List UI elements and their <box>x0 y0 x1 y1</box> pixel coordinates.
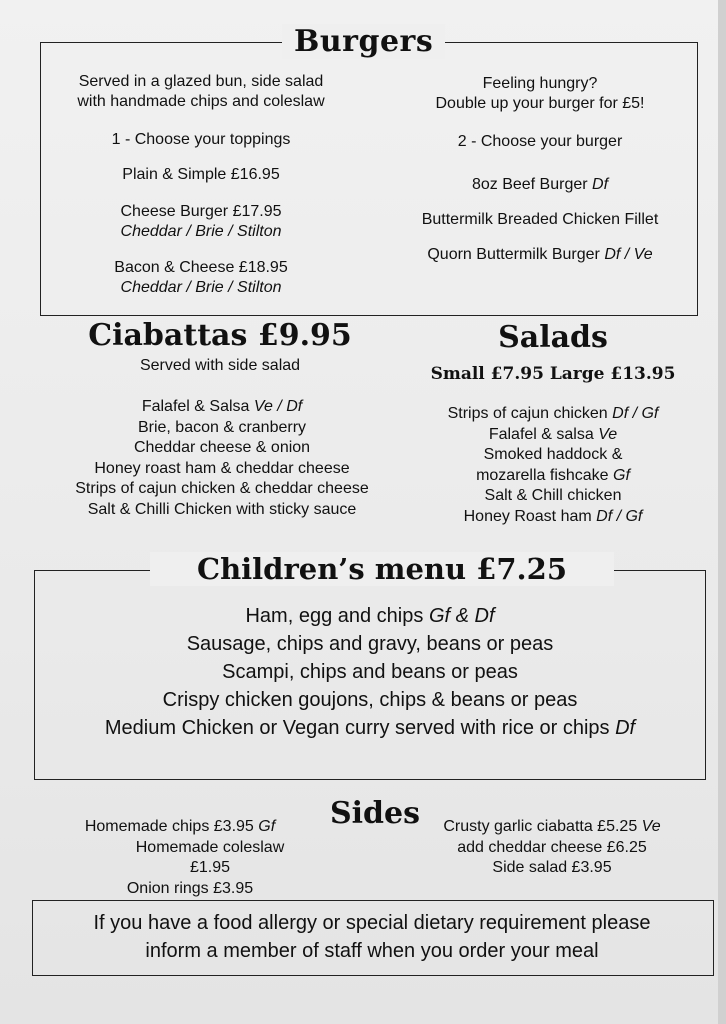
ciabattas-list <box>30 397 414 520</box>
burger-option: 8oz Beef Burger Df <box>471 176 609 193</box>
list-item: Strips of cajun chicken Df / Gf <box>447 405 659 422</box>
intro-left-line: with handmade chips and coleslaw <box>77 93 325 110</box>
sides-title: Sides <box>329 796 420 831</box>
list-item: Homemade chips £3.95 Gf <box>84 818 276 835</box>
list-item: Sausage, chips and gravy, beans or peas <box>186 633 554 655</box>
topping-name: Plain & Simple £16.95 <box>122 166 280 183</box>
list-item: add cheddar cheese £6.25 <box>457 838 647 856</box>
list-item: Crusty garlic ciabatta £5.25 Ve <box>443 818 661 835</box>
list-item: Crispy chicken goujons, chips & beans or peas <box>162 689 578 711</box>
topping-option <box>46 165 356 185</box>
allergy-line: If you have a food allergy or special dietary requirement please <box>93 912 651 934</box>
list-item: Cheddar cheese & onion <box>133 439 311 456</box>
burgers-intro-right <box>400 74 680 114</box>
list-item: Scampi, chips and beans or peas <box>222 661 518 683</box>
salads-title: Salads <box>498 320 608 355</box>
topping-sub: Cheddar / Brie / Stilton <box>120 223 282 240</box>
step-2-heading: 2 - Choose your burger <box>457 133 623 150</box>
intro-right-line: Double up your burger for £5! <box>435 95 645 112</box>
list-item: Brie, bacon & cranberry <box>137 418 307 436</box>
burgers-intro-left <box>46 72 356 112</box>
list-item: Salt & Chilli Chicken with sticky sauce <box>87 500 357 518</box>
list-item: Side salad £3.95 <box>492 859 612 876</box>
burgers-title: Burgers <box>282 24 445 59</box>
allergy-notice <box>34 909 710 965</box>
salads-prices: Small £7.95 Large £13.95 <box>430 364 676 384</box>
list-item: Onion rings £3.95 <box>126 879 254 897</box>
list-item: Homemade coleslaw £1.95 <box>135 838 285 876</box>
intro-left-line: Served in a glazed bun, side salad <box>78 73 324 90</box>
list-item: Salt & Chill chicken <box>484 487 622 504</box>
children-list <box>40 602 700 742</box>
ciabattas-subtitle: Served with side salad <box>139 357 301 374</box>
list-item: Falafel & Salsa Ve / Df <box>141 398 303 415</box>
topping-name: Bacon & Cheese £18.95 <box>114 259 288 276</box>
burger-option: Buttermilk Breaded Chicken Fillet <box>421 211 659 228</box>
page-edge <box>718 0 726 1024</box>
step-1-heading: 1 - Choose your toppings <box>111 131 291 148</box>
allergy-line: inform a member of staff when you order your meal <box>145 940 599 962</box>
burger-option: Quorn Buttermilk Burger Df / Ve <box>427 246 653 263</box>
salads-list <box>400 404 706 527</box>
topping-option <box>46 258 356 298</box>
topping-option <box>46 202 356 242</box>
sides-right-list <box>426 817 678 879</box>
list-item: Ham, egg and chips Gf & Df <box>245 605 495 627</box>
intro-right-line: Feeling hungry? <box>482 75 598 92</box>
list-item: mozarella fishcake Gf <box>476 466 630 484</box>
list-item: Medium Chicken or Vegan curry served with rice or chips Df <box>104 717 636 739</box>
list-item: Falafel & salsa Ve <box>488 425 618 443</box>
ciabattas-title: Ciabattas £9.95 <box>88 318 352 353</box>
children-title: Children’s menu £7.25 <box>150 552 614 586</box>
topping-sub: Cheddar / Brie / Stilton <box>120 279 282 296</box>
list-item: Honey roast ham & cheddar cheese <box>94 459 350 477</box>
topping-name: Cheese Burger £17.95 <box>120 203 282 220</box>
list-item: Honey Roast ham Df / Gf <box>463 507 643 525</box>
sides-left-list <box>60 817 300 899</box>
list-item: Smoked haddock & <box>483 446 623 463</box>
list-item: Strips of cajun chicken & cheddar cheese <box>75 480 369 497</box>
